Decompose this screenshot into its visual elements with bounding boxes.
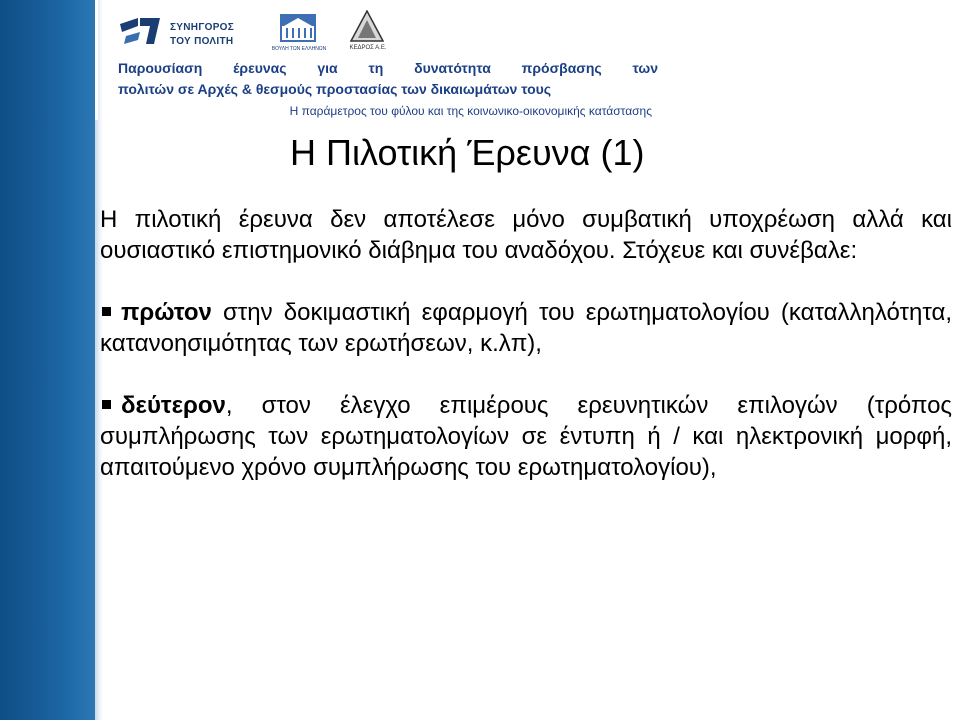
research-subtitle: Η παράμετρος του φύλου και της κοινωνικο-οικονομικής κατάστασης [289,104,652,118]
slide-body [100,204,952,483]
kedros-caption: ΚΕΔΡΟΣ Α.Ε. [349,45,387,51]
parliament-caption: ΒΟΥΛΗ ΤΩΝ ΕΛΛΗΝΩΝ [271,46,327,52]
bullet-2-text: , στον έλεγχο επιμέρους ερευνητικών επιλογών (τρόπος συμπλήρωσης των ερωτηματολογίων σε έντυπη ή / και ηλεκτρονική μορφή, απαιτούμενο χρόνο συμπλήρωσης του ερωτηματολογίου), [100,392,952,481]
intro-paragraph: Η πιλοτική έρευνα δεν αποτέλεσε μόνο συμβατική υποχρέωση αλλά και ουσιαστικό επιστημονικό διάβημα του αναδόχου. Στόχευε και συνέβαλε: [100,206,952,264]
ombudsman-mark-icon [118,14,162,50]
bullet-square-icon [102,307,111,316]
band-stripe [95,0,98,120]
parliament-logo [268,10,330,54]
bullet-item-2 [100,390,952,483]
left-decorative-band [0,0,95,720]
bullet-item-1 [100,297,952,359]
kedros-triangle-icon [350,10,384,42]
bullet-1-text: στην δοκιμαστική εφαρμογή του ερωτηματολογίου (καταλληλότητα, κατανοησιμότητας των ερωτήσεων, κ.λπ), [100,299,952,357]
kedros-logo [346,8,390,54]
header-banner [110,0,660,122]
logo-row [118,8,518,54]
ombudsman-name-line2: ΤΟΥ ΠΟΛΙΤΗ [170,36,234,47]
research-title-line1: Παρουσίαση έρευνας για τη δυνατότητα πρόσβασης των [118,60,658,76]
bullet-square-icon [102,400,111,409]
ombudsman-logo [118,12,268,52]
slide-title: Η Πιλοτική Έρευνα (1) [290,132,645,173]
bullet-1-keyword: πρώτον [121,299,212,326]
bullet-2-keyword: δεύτερον [121,392,226,419]
ombudsman-name-line1: ΣΥΝΗΓΟΡΟΣ [170,22,235,33]
research-title-line2: πολιτών σε Αρχές & θεσμούς προστασίας των δικαιωμάτων τους [118,81,552,97]
research-title [118,58,658,100]
parliament-emblem-icon [280,14,316,42]
